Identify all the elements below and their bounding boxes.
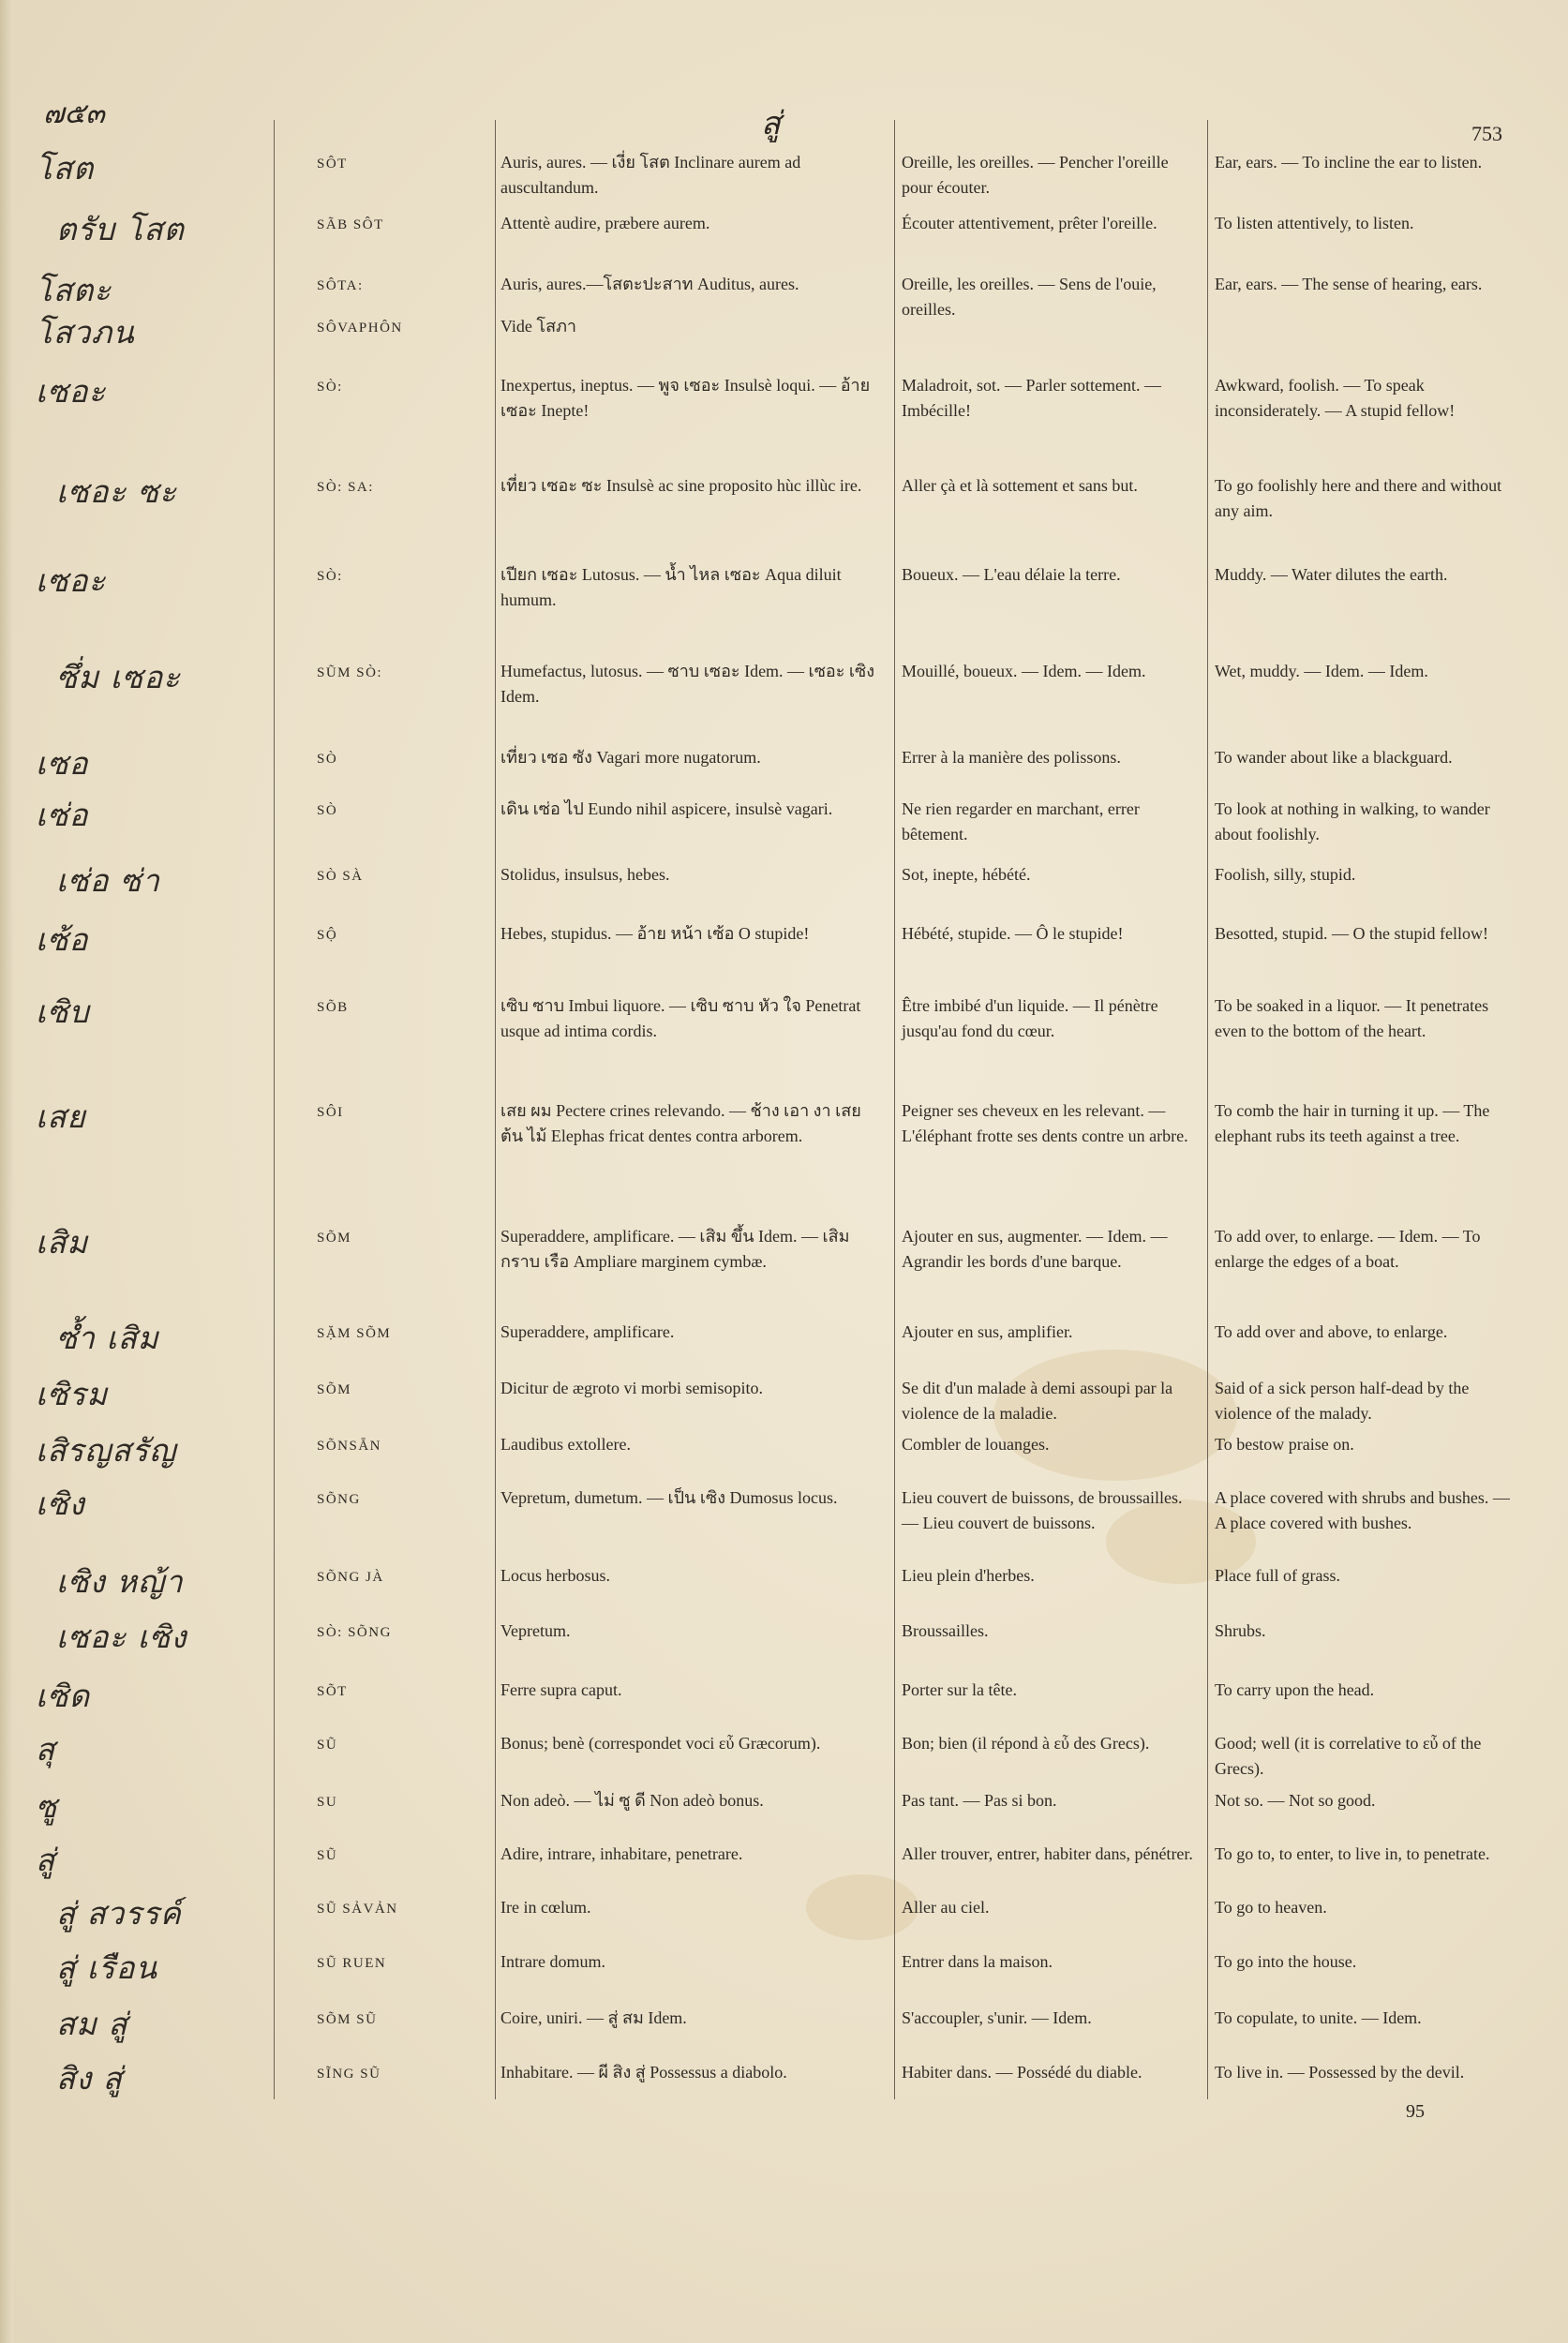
english-definition: Foolish, silly, stupid. (1215, 865, 1356, 884)
thai-headword: เซ่อ ซ่า (56, 862, 160, 899)
latin-definition: Coire, uniri. — สู่ สม Idem. (500, 2008, 687, 2027)
latin-definition: Intrare domum. (500, 1952, 605, 1971)
french-definition: Pas tant. — Pas si bon. (902, 1791, 1057, 1810)
romanization: SÔI (317, 1105, 344, 1120)
latin-definition: Humefactus, lutosus. — ซาบ เซอะ Idem. — เซอะ เซิง Idem. (500, 662, 875, 706)
english-definition: A place covered with shrubs and bushes. — A place covered with bushes. (1215, 1488, 1510, 1532)
latin-definition: Auris, aures.—โสตะปะสาท Auditus, aures. (500, 275, 799, 293)
romanization: SÔVAPHÔN (317, 321, 403, 336)
english-definition: To copulate, to unite. — Idem. (1215, 2008, 1422, 2027)
thai-headword: เซิง หญ้า (56, 1563, 184, 1600)
english-definition: To go to heaven. (1215, 1898, 1327, 1917)
romanization: SÒ: SÕNG (317, 1625, 392, 1640)
french-definition: Aller çà et là sottement et sans but. (902, 476, 1138, 495)
french-definition: Lieu couvert de buissons, de broussailles. — Lieu couvert de buissons. (902, 1488, 1183, 1532)
english-definition: Awkward, foolish. — To speak inconsiderately. — A stupid fellow! (1215, 376, 1456, 420)
latin-definition: Vepretum, dumetum. — เป็น เซิง Dumosus locus. (500, 1488, 838, 1507)
french-definition: Ajouter en sus, augmenter. — Idem. — Agrandir les bords d'une barque. (902, 1227, 1168, 1271)
romanization: SŨ SẢVẢN (317, 1902, 398, 1917)
french-definition: Aller trouver, entrer, habiter dans, pénétrer. (902, 1844, 1193, 1863)
romanization: SU (317, 1795, 338, 1810)
french-definition: Hébété, stupide. — Ô le stupide! (902, 924, 1124, 943)
latin-definition: เปียก เซอะ Lutosus. — น้ำ ไหล เซอะ Aqua diluit humum. (500, 565, 842, 609)
column-rule (894, 120, 895, 2099)
latin-definition: Hebes, stupidus. — อ้าย หน้า เซ้อ O stupide! (500, 924, 810, 943)
french-definition: Porter sur la tête. (902, 1680, 1017, 1699)
english-definition: To go to, to enter, to live in, to penetrate. (1215, 1844, 1490, 1863)
french-definition: Habiter dans. — Possédé du diable. (902, 2063, 1142, 2082)
latin-definition: Stolidus, insulsus, hebes. (500, 865, 670, 884)
english-definition: Said of a sick person half-dead by the violence of the malady. (1215, 1379, 1470, 1423)
thai-headword: สิง สู่ (56, 2060, 123, 2097)
romanization: SŨM SÒ: (317, 665, 383, 680)
thai-headword: เซอะ (36, 373, 107, 410)
french-definition: Oreille, les oreilles. — Pencher l'oreille pour écouter. (902, 153, 1169, 197)
romanization: SÒ: (317, 380, 343, 395)
thai-headword: ตรับ โสต (56, 211, 185, 247)
latin-definition: Bonus; benè (correspondet voci εὖ Græcorum). (500, 1734, 821, 1753)
french-definition: Boueux. — L'eau délaie la terre. (902, 565, 1121, 584)
english-definition: To bestow praise on. (1215, 1435, 1354, 1454)
latin-definition: เซิบ ซาบ Imbui liquore. — เซิบ ซาบ หัว ใจ Penetrat usque ad intima cordis. (500, 996, 861, 1040)
french-definition: Se dit d'un malade à demi assoupi par la violence de la maladie. (902, 1379, 1173, 1423)
french-definition: Combler de louanges. (902, 1435, 1050, 1454)
thai-headword: เซ่อ (36, 797, 89, 833)
latin-definition: Inhabitare. — ผี สิง สู่ Possessus a diabolo. (500, 2063, 787, 2082)
english-definition: To carry upon the head. (1215, 1680, 1375, 1699)
romanization: SÒ (317, 752, 338, 767)
english-definition: Wet, muddy. — Idem. — Idem. (1215, 662, 1428, 680)
latin-definition: Auris, aures. — เงี่ย โสต Inclinare aurem ad auscultandum. (500, 153, 801, 197)
latin-definition: เที่ยว เซอะ ซะ Insulsè ac sine proposito hùc illùc ire. (500, 476, 862, 495)
column-rule (1207, 120, 1208, 2099)
romanization: SŨ (317, 1848, 338, 1863)
thai-headword: ซู (36, 1788, 58, 1825)
english-definition: To listen attentively, to listen. (1215, 214, 1414, 232)
english-definition: To look at nothing in walking, to wander about foolishly. (1215, 799, 1490, 843)
latin-definition: Superaddere, amplificare. — เสิม ขึ้น Idem. — เสิม กราบ เรือ Ampliare marginem cymbæ. (500, 1227, 850, 1271)
romanization: SŨ (317, 1738, 338, 1753)
signature-mark: 95 (1406, 2101, 1425, 2122)
thai-headword: เซิด (36, 1678, 91, 1714)
latin-definition: Vepretum. (500, 1621, 571, 1640)
romanization: SÒ: SA: (317, 480, 374, 495)
romanization: SÕB (317, 1000, 349, 1015)
latin-definition: Locus herbosus. (500, 1566, 610, 1585)
thai-headword: สุ (36, 1731, 56, 1768)
romanization: SÕNG (317, 1492, 361, 1507)
thai-headword: เซิรม (36, 1376, 109, 1412)
english-definition: To go foolishly here and there and without any aim. (1215, 476, 1502, 520)
romanization: SẶM SÕM (317, 1326, 392, 1341)
latin-definition: Inexpertus, ineptus. — พูจ เซอะ Insulsè loqui. — อ้าย เซอะ Inepte! (500, 376, 871, 420)
romanization: SŨ RUEN (317, 1956, 387, 1971)
thai-headword: สม สู่ (56, 2006, 128, 2042)
thai-page-number: ๗๕๓ (43, 97, 105, 130)
english-definition: Besotted, stupid. — O the stupid fellow! (1215, 924, 1488, 943)
english-definition: Not so. — Not so good. (1215, 1791, 1376, 1810)
latin-definition: เสย ผม Pectere crines relevando. — ช้าง เอา งา เสย ต้น ไม้ Elephas fricat dentes contra arborem. (500, 1101, 861, 1145)
romanization: SÕNSẴN (317, 1439, 382, 1454)
thai-headword: เซ้อ (36, 921, 89, 958)
latin-definition: Dicitur de ægroto vi morbi semisopito. (500, 1379, 763, 1397)
french-definition: Mouillé, boueux. — Idem. — Idem. (902, 662, 1146, 680)
thai-headword: เซอะ (36, 562, 107, 599)
english-definition: Muddy. — Water dilutes the earth. (1215, 565, 1448, 584)
thai-headword: เซิบ (36, 993, 90, 1030)
thai-headword: ซึ่ม เซอะ (56, 659, 181, 695)
english-definition: Place full of grass. (1215, 1566, 1340, 1585)
english-definition: Shrubs. (1215, 1621, 1266, 1640)
french-definition: S'accoupler, s'unir. — Idem. (902, 2008, 1092, 2027)
romanization: SĨNG SŨ (317, 2067, 381, 2082)
romanization: SÕM (317, 1382, 352, 1397)
english-definition: To add over and above, to enlarge. (1215, 1322, 1448, 1341)
french-definition: Sot, inepte, hébété. (902, 865, 1031, 884)
french-definition: Broussailles. (902, 1621, 989, 1640)
thai-headword: เสย (36, 1098, 86, 1135)
french-definition: Lieu plein d'herbes. (902, 1566, 1035, 1585)
french-definition: Écouter attentivement, prêter l'oreille. (902, 214, 1157, 232)
page-edge (0, 0, 13, 2343)
french-definition: Entrer dans la maison. (902, 1952, 1053, 1971)
romanization: SÕNG JÀ (317, 1570, 384, 1585)
romanization: SÕM (317, 1231, 352, 1246)
romanization: SÒ: (317, 569, 343, 584)
thai-headword: โสตะ (36, 272, 112, 308)
latin-definition: เดิน เซ่อ ไป Eundo nihil aspicere, insulsè vagari. (500, 799, 833, 818)
romanization: SÔT (317, 157, 348, 172)
english-definition: Ear, ears. — The sense of hearing, ears. (1215, 275, 1483, 293)
french-definition: Bon; bien (il répond à εὖ des Grecs). (902, 1734, 1150, 1753)
latin-definition: Superaddere, amplificare. (500, 1322, 675, 1341)
english-definition: To live in. — Possessed by the devil. (1215, 2063, 1465, 2082)
latin-definition: เที่ยว เซอ ซัง Vagari more nugatorum. (500, 748, 761, 767)
romanization: SÔTA: (317, 278, 364, 293)
latin-definition: Ferre supra caput. (500, 1680, 622, 1699)
thai-headword: สู่ สวรรค์ (56, 1895, 182, 1932)
guide-word: สู่ (761, 105, 781, 142)
column-rule (495, 120, 496, 2099)
thai-headword: เซอะ เซิง (56, 1619, 187, 1655)
romanization: SÒ (317, 803, 338, 818)
english-definition: To go into the house. (1215, 1952, 1357, 1971)
english-definition: Good; well (it is correlative to εὖ of the Grecs). (1215, 1734, 1482, 1778)
thai-headword: โสต (36, 150, 95, 187)
french-definition: Être imbibé d'un liquide. — Il pénètre jusqu'au fond du cœur. (902, 996, 1158, 1040)
english-definition: To wander about like a blackguard. (1215, 748, 1453, 767)
latin-definition: Adire, intrare, inhabitare, penetrare. (500, 1844, 743, 1863)
thai-headword: สู่ เรือน (56, 1949, 158, 1986)
latin-definition: Attentè audire, præbere aurem. (500, 214, 710, 232)
romanization: SÃB SÔT (317, 217, 384, 232)
latin-definition: Laudibus extollere. (500, 1435, 631, 1454)
english-definition: To be soaked in a liquor. — It penetrates even to the bottom of the heart. (1215, 996, 1489, 1040)
thai-headword: เสิม (36, 1224, 89, 1261)
latin-definition: Vide โสภา (500, 317, 577, 336)
french-definition: Aller au ciel. (902, 1898, 990, 1917)
thai-headword: เสิรญสรัญ (36, 1432, 177, 1469)
thai-headword: สู่ (36, 1842, 56, 1878)
page-number: 753 (1471, 122, 1502, 145)
latin-definition: Non adeò. — ไม่ ซู ดี Non adeò bonus. (500, 1791, 764, 1810)
french-definition: Oreille, les oreilles. — Sens de l'ouie, oreilles. (902, 275, 1157, 319)
thai-headword: ซ้ำ เสิม (56, 1320, 159, 1356)
thai-headword: โสวภน (36, 314, 135, 351)
thai-headword: เซิง (36, 1485, 85, 1522)
french-definition: Peigner ses cheveux en les relevant. — L'éléphant frotte ses dents contre un arbre. (902, 1101, 1188, 1145)
french-definition: Maladroit, sot. — Parler sottement. — Imbécille! (902, 376, 1161, 420)
thai-headword: เซอ (36, 745, 89, 782)
french-definition: Ajouter en sus, amplifier. (902, 1322, 1073, 1341)
romanization: SÕT (317, 1684, 348, 1699)
latin-definition: Ire in cœlum. (500, 1898, 591, 1917)
french-definition: Ne rien regarder en marchant, errer bêtement. (902, 799, 1140, 843)
french-definition: Errer à la manière des polissons. (902, 748, 1121, 767)
thai-headword: เซอะ ซะ (56, 473, 177, 510)
english-definition: To add over, to enlarge. — Idem. — To enlarge the edges of a boat. (1215, 1227, 1481, 1271)
english-definition: Ear, ears. — To incline the ear to listen. (1215, 153, 1483, 172)
romanization: SỘ (317, 928, 338, 943)
romanization: SÒ SÀ (317, 869, 364, 884)
english-definition: To comb the hair in turning it up. — The elephant rubs its teeth against a tree. (1215, 1101, 1490, 1145)
romanization: SÕM SŨ (317, 2012, 378, 2027)
